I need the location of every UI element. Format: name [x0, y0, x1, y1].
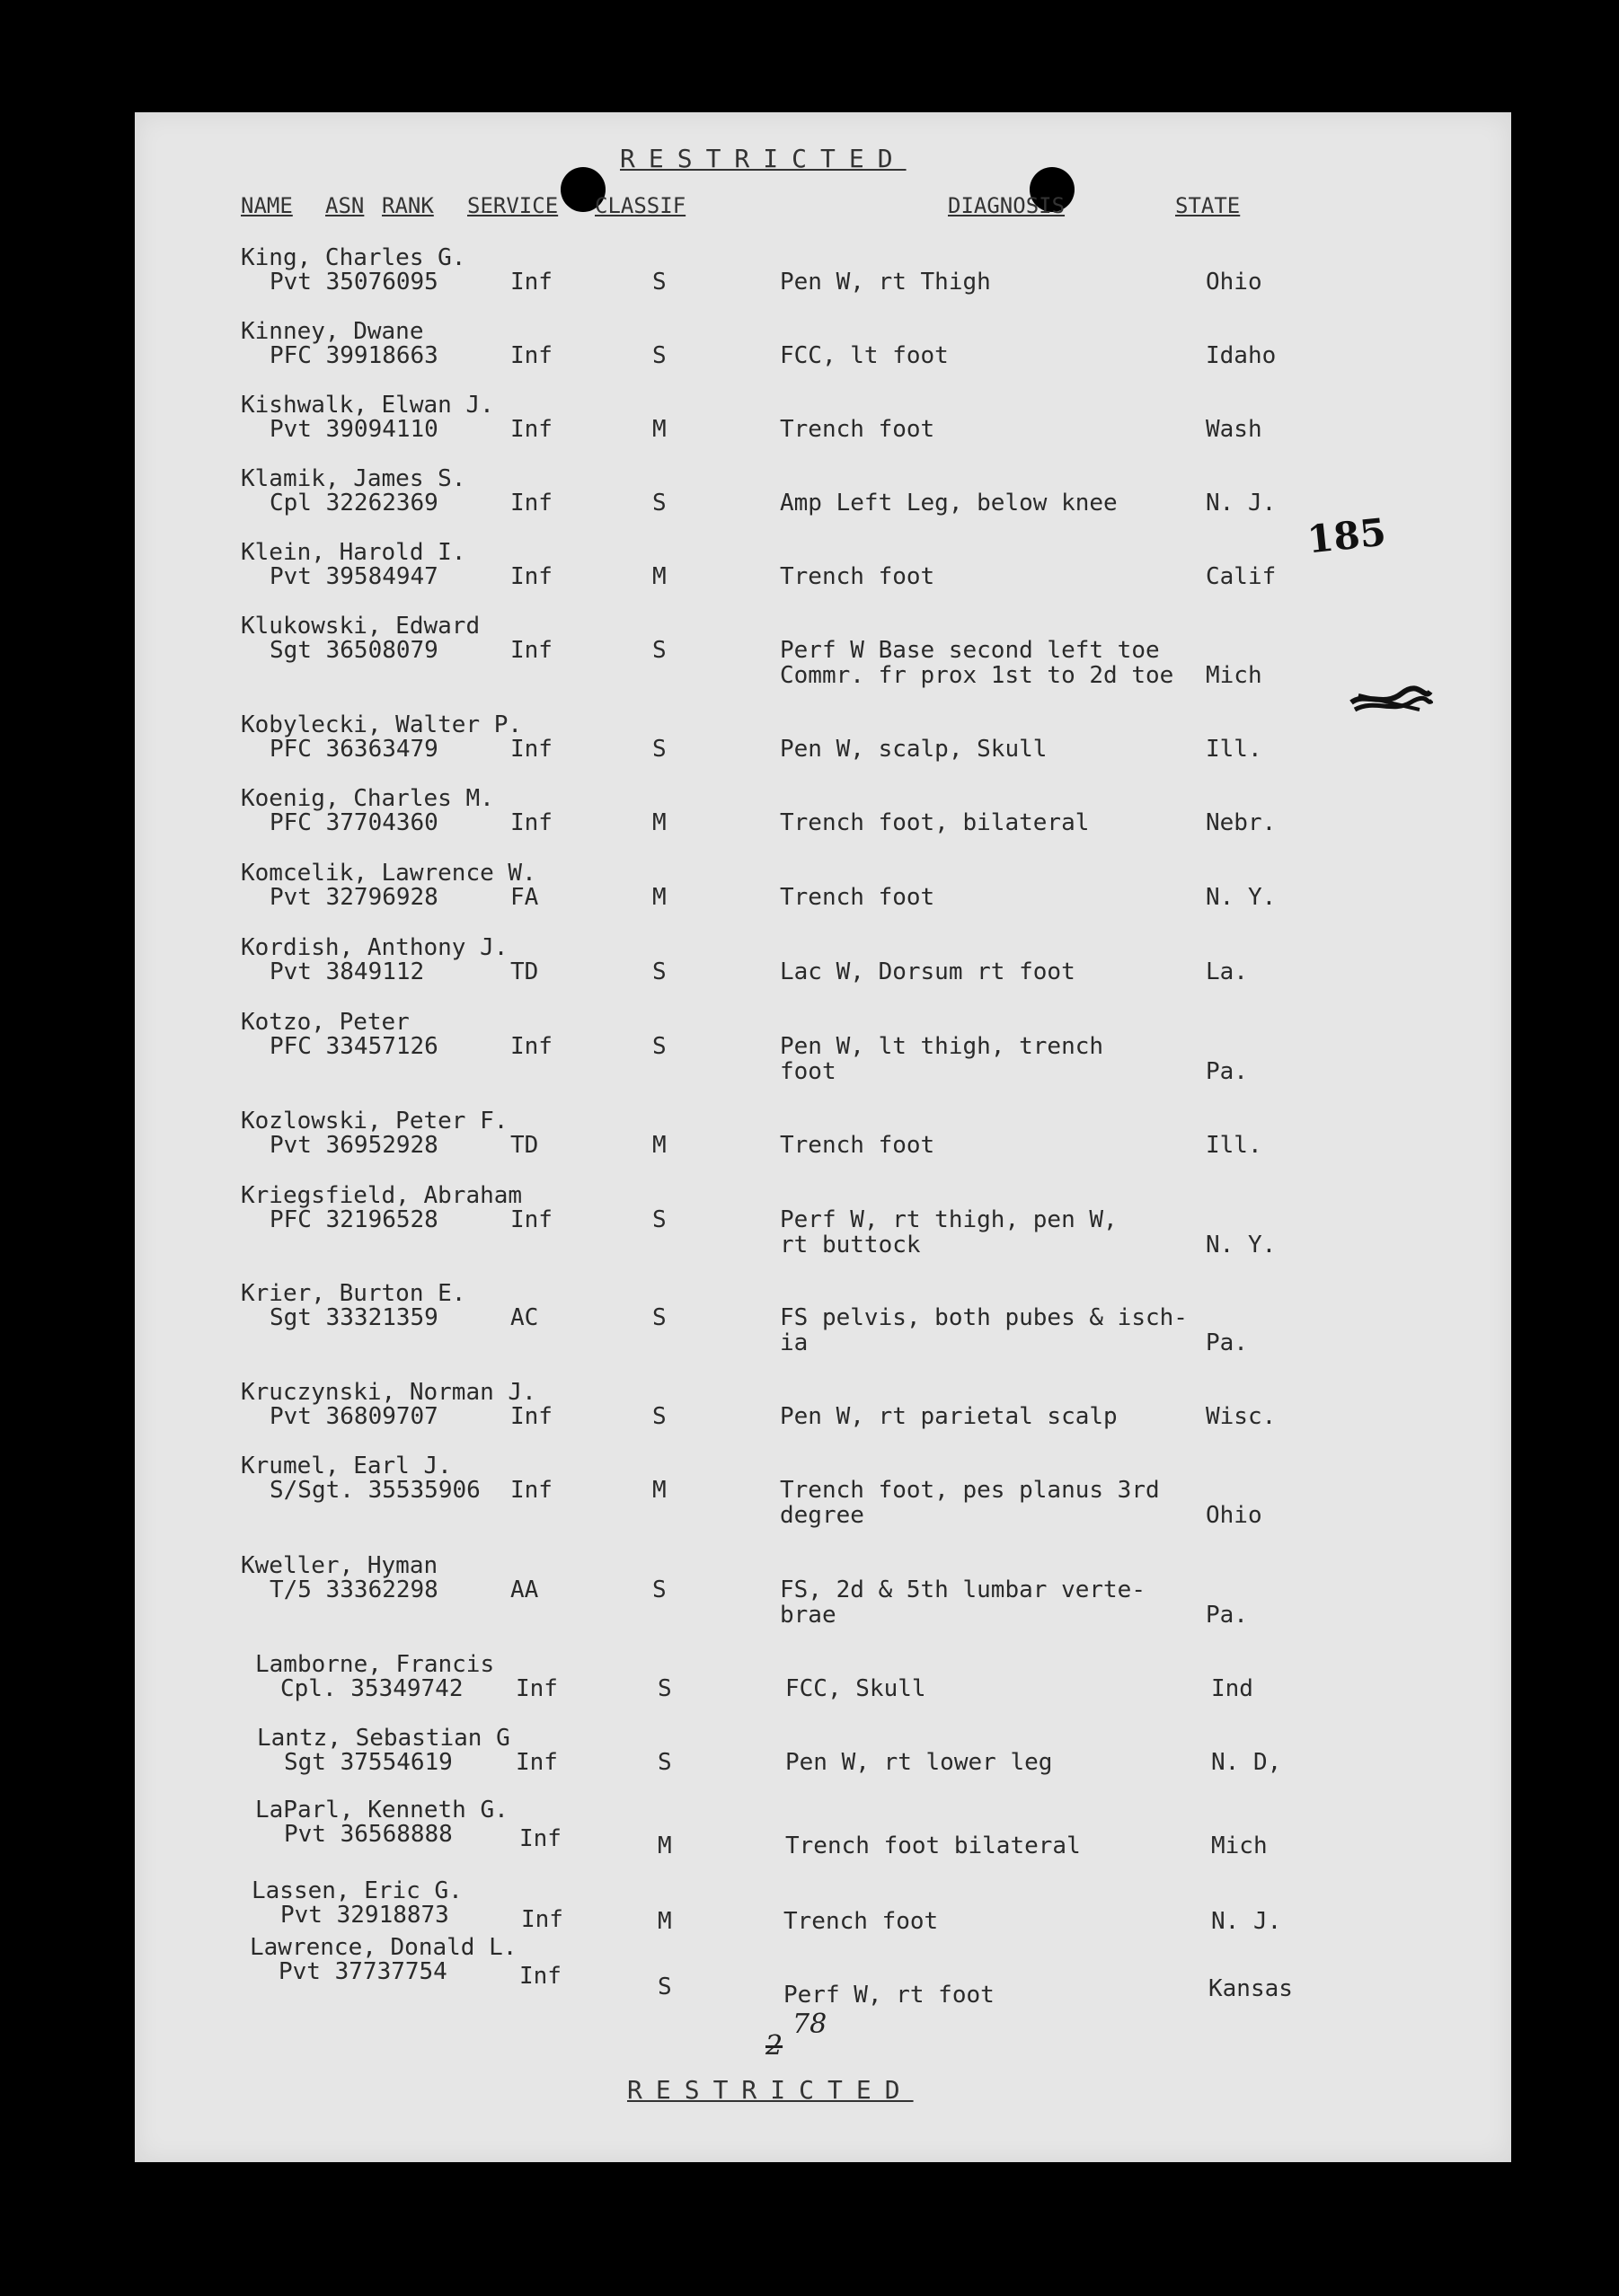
service: Inf — [510, 342, 553, 369]
diagnosis: Perf W Base second left toe — [780, 637, 1160, 664]
classification: S — [652, 736, 667, 763]
state: Idaho — [1206, 342, 1277, 369]
diagnosis-continued: Commr. fr prox 1st to 2d toe — [780, 662, 1174, 689]
service: Inf — [510, 416, 553, 443]
service: Inf — [510, 490, 553, 517]
service: Inf — [510, 563, 553, 590]
service: Inf — [516, 1675, 558, 1702]
margin-note: 185 — [1305, 509, 1388, 562]
rank-asn: Sgt 37554619 — [284, 1749, 453, 1776]
state: Ind — [1211, 1675, 1253, 1702]
diagnosis: FS pelvis, both pubes & isch- — [780, 1304, 1188, 1331]
diagnosis: Pen W, lt thigh, trench — [780, 1033, 1104, 1060]
rank-asn: Cpl. 35349742 — [280, 1675, 464, 1702]
classification: S — [652, 490, 667, 517]
classification: S — [652, 1304, 667, 1331]
state: Mich — [1211, 1832, 1268, 1859]
person-name: Lawrence, Donald L. — [250, 1934, 518, 1961]
rank-asn: Pvt 36952928 — [270, 1132, 438, 1159]
classification: M — [652, 1477, 667, 1504]
diagnosis: FCC, lt foot — [780, 342, 949, 369]
classification: S — [652, 958, 667, 985]
rank-asn: Sgt 33321359 — [270, 1304, 438, 1331]
diagnosis: Trench foot bilateral — [785, 1832, 1081, 1859]
diagnosis-continued: rt buttock — [780, 1232, 921, 1258]
rank-asn: T/5 33362298 — [270, 1576, 438, 1603]
diagnosis-continued: ia — [780, 1329, 809, 1356]
header-service: SERVICE — [467, 193, 559, 218]
restricted-banner-top: RESTRICTED — [620, 144, 907, 173]
rank-asn: Sgt 36508079 — [270, 637, 438, 664]
rank-asn: Pvt 3849112 — [270, 958, 425, 985]
state: N. Y. — [1206, 884, 1277, 911]
classification: S — [652, 637, 667, 664]
service: FA — [510, 884, 539, 911]
service: Inf — [510, 736, 553, 763]
state: Ohio — [1206, 1502, 1262, 1529]
person-name: Lantz, Sebastian G — [257, 1725, 510, 1752]
state: N. J. — [1211, 1908, 1282, 1935]
service: Inf — [510, 1033, 553, 1060]
state: Pa. — [1206, 1058, 1248, 1085]
person-name: Krumel, Earl J. — [241, 1453, 452, 1479]
service: Inf — [510, 637, 553, 664]
diagnosis: Lac W, Dorsum rt foot — [780, 958, 1075, 985]
diagnosis: FCC, Skull — [785, 1675, 926, 1702]
person-name: LaParl, Kenneth G. — [255, 1797, 509, 1824]
header-diagnosis: DIAGNOSIS — [948, 193, 1066, 218]
classification: M — [658, 1908, 672, 1935]
diagnosis: Trench foot — [780, 563, 935, 590]
person-name: Klamik, James S. — [241, 465, 466, 492]
header-asn: ASN — [325, 193, 365, 218]
service: TD — [510, 958, 539, 985]
state: La. — [1206, 958, 1248, 985]
person-name: Lassen, Eric G. — [252, 1877, 463, 1904]
diagnosis: Perf W, rt thigh, pen W, — [780, 1206, 1118, 1233]
rank-asn: Cpl 32262369 — [270, 490, 438, 517]
classification: M — [652, 563, 667, 590]
person-name: Kweller, Hyman — [241, 1552, 438, 1579]
classification: S — [658, 1974, 672, 2000]
person-name: Krier, Burton E. — [241, 1280, 466, 1307]
service: Inf — [519, 1825, 562, 1852]
service: Inf — [510, 1403, 553, 1430]
person-name: King, Charles G. — [241, 244, 466, 271]
header-rank: RANK — [382, 193, 434, 218]
rank-asn: PFC 36363479 — [270, 736, 438, 763]
service: AA — [510, 1576, 539, 1603]
service: Inf — [516, 1749, 558, 1776]
person-name: Kriegsfield, Abraham — [241, 1182, 523, 1209]
classification: S — [652, 1403, 667, 1430]
service: Inf — [521, 1906, 563, 1933]
classification: S — [652, 1576, 667, 1603]
diagnosis: Perf W, rt foot — [783, 1982, 995, 2009]
person-name: Kordish, Anthony J. — [241, 934, 509, 961]
state: Calif — [1206, 563, 1277, 590]
classification: M — [652, 884, 667, 911]
ink-scribble — [1348, 683, 1433, 717]
state: Kansas — [1208, 1975, 1293, 2002]
rank-asn: Pvt 36809707 — [270, 1403, 438, 1430]
diagnosis: Trench foot — [780, 884, 935, 911]
classification: S — [658, 1675, 672, 1702]
rank-asn: PFC 39918663 — [270, 342, 438, 369]
classification: M — [652, 809, 667, 836]
classification: M — [652, 1132, 667, 1159]
rank-asn: Pvt 39584947 — [270, 563, 438, 590]
service: Inf — [510, 1206, 553, 1233]
rank-asn: Pvt 36568888 — [284, 1821, 453, 1848]
classification: S — [652, 1206, 667, 1233]
diagnosis-continued: brae — [780, 1602, 836, 1629]
service: AC — [510, 1304, 539, 1331]
classification: M — [652, 416, 667, 443]
classification: S — [658, 1749, 672, 1776]
diagnosis: Trench foot, pes planus 3rd — [780, 1477, 1160, 1504]
person-name: Klukowski, Edward — [241, 613, 481, 640]
state: N. J. — [1206, 490, 1277, 517]
person-name: Kinney, Dwane — [241, 318, 424, 345]
service: Inf — [510, 809, 553, 836]
person-name: Klein, Harold I. — [241, 539, 466, 566]
header-state: STATE — [1175, 193, 1241, 218]
person-name: Kozlowski, Peter F. — [241, 1108, 509, 1135]
person-name: Koenig, Charles M. — [241, 785, 494, 812]
state: Ohio — [1206, 269, 1262, 296]
state: Ill. — [1206, 736, 1262, 763]
classification: S — [652, 269, 667, 296]
diagnosis: Pen W, rt Thigh — [780, 269, 991, 296]
classification: M — [658, 1832, 672, 1859]
rank-asn: PFC 37704360 — [270, 809, 438, 836]
person-name: Kishwalk, Elwan J. — [241, 392, 494, 419]
state: N. D, — [1211, 1749, 1282, 1776]
service: Inf — [510, 269, 553, 296]
state: Ill. — [1206, 1132, 1262, 1159]
diagnosis: Pen W, rt lower leg — [785, 1749, 1053, 1776]
restricted-banner-bottom: RESTRICTED — [627, 2075, 914, 2105]
diagnosis: Trench foot, bilateral — [780, 809, 1090, 836]
state: Pa. — [1206, 1329, 1248, 1356]
state: Wash — [1206, 416, 1262, 443]
page-number-new: 78 — [792, 2009, 827, 2040]
person-name: Kruczynski, Norman J. — [241, 1379, 536, 1406]
state: Mich — [1206, 662, 1262, 689]
rank-asn: PFC 33457126 — [270, 1033, 438, 1060]
rank-asn: S/Sgt. 35535906 — [270, 1477, 481, 1504]
rank-asn: Pvt 32796928 — [270, 884, 438, 911]
diagnosis: Pen W, scalp, Skull — [780, 736, 1048, 763]
header-name: NAME — [241, 193, 293, 218]
diagnosis: Trench foot — [780, 1132, 935, 1159]
rank-asn: Pvt 32918873 — [280, 1902, 449, 1929]
rank-asn: Pvt 39094110 — [270, 416, 438, 443]
person-name: Kotzo, Peter — [241, 1009, 410, 1036]
person-name: Komcelik, Lawrence W. — [241, 860, 536, 887]
service: Inf — [510, 1477, 553, 1504]
diagnosis-continued: degree — [780, 1502, 864, 1529]
classification: S — [652, 342, 667, 369]
state: N. Y. — [1206, 1232, 1277, 1258]
person-name: Lamborne, Francis — [255, 1651, 495, 1678]
classification: S — [652, 1033, 667, 1060]
state: Pa. — [1206, 1602, 1248, 1629]
state: Wisc. — [1206, 1403, 1277, 1430]
service: Inf — [519, 1963, 562, 1990]
rank-asn: Pvt 35076095 — [270, 269, 438, 296]
state: Nebr. — [1206, 809, 1277, 836]
diagnosis-continued: foot — [780, 1058, 836, 1085]
page-number-old: 2 — [765, 2030, 783, 2062]
person-name: Kobylecki, Walter P. — [241, 711, 523, 738]
diagnosis: Trench foot — [780, 416, 935, 443]
diagnosis: Amp Left Leg, below knee — [780, 490, 1118, 517]
service: TD — [510, 1132, 539, 1159]
diagnosis: Pen W, rt parietal scalp — [780, 1403, 1118, 1430]
rank-asn: Pvt 37737754 — [279, 1958, 447, 1985]
diagnosis: FS, 2d & 5th lumbar verte- — [780, 1576, 1146, 1603]
diagnosis: Trench foot — [783, 1908, 939, 1935]
header-classif: CLASSIF — [595, 193, 686, 218]
rank-asn: PFC 32196528 — [270, 1206, 438, 1233]
